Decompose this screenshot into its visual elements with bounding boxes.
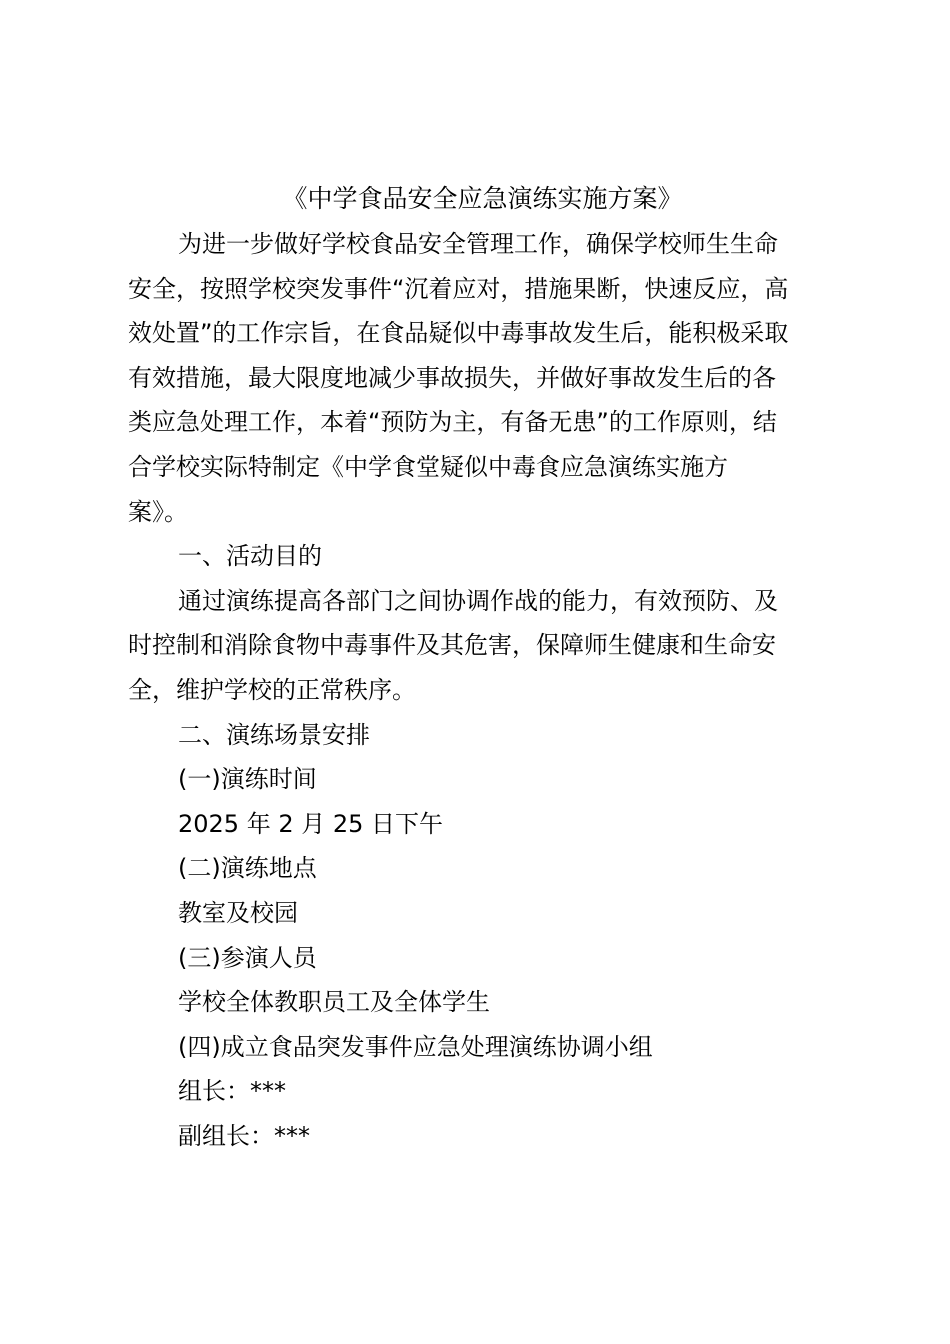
subheading-people: (三)参演人员 [178,943,317,972]
document-title: 《中学食品安全应急演练实施方案》 [282,184,683,213]
place-value: 教室及校园 [178,898,298,927]
group-deputy-leader: 副组长：*** [178,1121,310,1150]
intro-line-2: 安全，按照学校突发事件“沉着应对，措施果断，快速反应，高 [128,274,789,303]
people-value: 学校全体教职员工及全体学生 [178,988,490,1017]
intro-line-7: 案》。 [128,497,188,526]
intro-line-5: 类应急处理工作，本着“预防为主，有备无患”的工作原则，结 [128,408,777,437]
section-heading-scene: 二、演练场景安排 [178,720,370,749]
subheading-time: (一)演练时间 [178,765,317,794]
intro-line-3: 效处置”的工作宗旨，在食品疑似中毒事故发生后，能积极采取 [128,319,789,348]
subheading-place: (二)演练地点 [178,854,317,883]
group-leader: 组长：*** [178,1077,286,1106]
section-heading-purpose: 一、活动目的 [178,542,322,571]
subheading-group: (四)成立食品突发事件应急处理演练协调小组 [178,1032,653,1061]
intro-line-6: 合学校实际特制定《中学食堂疑似中毒食应急演练实施方 [128,452,728,481]
purpose-line-1: 通过演练提高各部门之间协调作战的能力，有效预防、及 [178,586,778,615]
document-page [128,176,833,1158]
purpose-line-3: 全，维护学校的正常秩序。 [128,675,416,704]
intro-line-4: 有效措施，最大限度地减少事故损失，并做好事故发生后的各 [128,363,776,392]
intro-line-1: 为进一步做好学校食品安全管理工作，确保学校师生生命 [178,230,778,258]
time-value: 2025 年 2 月 25 日下午 [178,809,444,838]
purpose-line-2: 时控制和消除食物中毒事件及其危害，保障师生健康和生命安 [128,631,776,660]
